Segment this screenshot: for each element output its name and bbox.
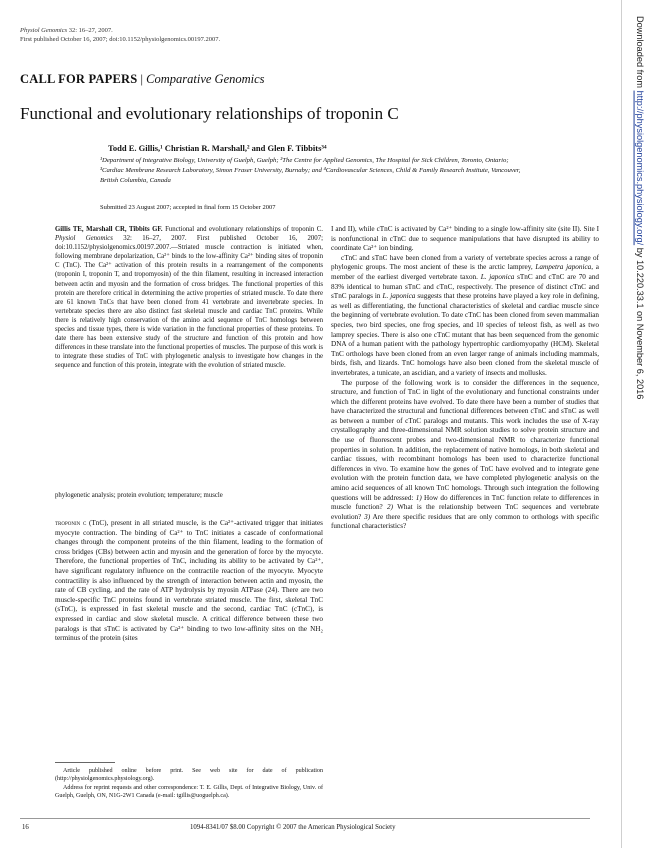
issn-copyright: 1094-8341/07 $8.00 Copyright © 2007 the American Physiological Society bbox=[190, 824, 396, 831]
page-number: 16 bbox=[22, 824, 29, 831]
footer-divider bbox=[20, 818, 590, 819]
intro-left-column bbox=[55, 519, 323, 644]
download-notice bbox=[629, 16, 645, 836]
section-heading bbox=[20, 72, 265, 87]
species-name: L. japonica bbox=[480, 272, 515, 281]
section-label: CALL FOR PAPERS bbox=[20, 72, 138, 86]
author-list: Todd E. Gillis,¹ Christian R. Marshall,² and Glen F. Tibbits³⁴ bbox=[108, 143, 327, 153]
species-name: Lampetra japonica bbox=[535, 263, 592, 272]
abstract-title: Functional and evolutionary relationships of troponin C. bbox=[162, 226, 324, 233]
footnote-online: Article published online before print. See web site for date of publication (http://physiolgenomics.physiology.org). bbox=[55, 768, 323, 783]
download-link[interactable]: http://physiolgenomics.physiology.org/ bbox=[635, 90, 645, 246]
submission-dates: Submitted 23 August 2007; accepted in final form 15 October 2007 bbox=[100, 204, 276, 211]
lead-in: troponin c bbox=[55, 519, 87, 527]
journal-volume: 32: 16–27, 2007. bbox=[67, 27, 113, 34]
journal-name: Physiol Genomics bbox=[20, 27, 68, 34]
paragraph-2: cTnC and sTnC have been cloned from a variety of vertebrate species across a range of phylogenic groups. The most ancient of these is the arctic lamprey, Lampetra japonica, a member of the earliest diverged vertebrate taxon. L. japonica sTnC and cTnC are 70 and 83% identical to human sTnC and cTnC, respectively. The presence of distinct cTnC and sTnC paralogs in L. japonica suggests that these proteins have played a key role in defining, as well as differentiating, the functional characteristics of skeletal and cardiac muscle since the beginning of vertebrate evolution. To date cTnC has been cloned from seven mammalian species, two bird species, one frog species, and 10 species of teleost fish, as well as two lamprey species. There is also one cTnC mutant that has been sequenced from the genomic DNA of a human patient with the pathology hypertrophic cardiomyopathy (HCM). Skeletal TnC orthologs have been cloned from an even larger range of animals including mammals, birds, fish, and lizards. TnC homologs have also been cloned from the skeletal muscle of invertebrates, a tunicate, an ascidian, and a variety of insects and mollusks. bbox=[331, 253, 600, 377]
question-number: 1) bbox=[415, 493, 422, 502]
article-title: Functional and evolutionary relationships of troponin C bbox=[20, 104, 399, 123]
abstract-journal: Physiol Genomics bbox=[55, 235, 113, 243]
journal-citation bbox=[20, 27, 113, 35]
intro-right-column bbox=[331, 225, 599, 532]
question-number: 2) bbox=[387, 503, 393, 512]
publication-info: First published October 16, 2007; doi:10.1152/physiolgenomics.00197.2007. bbox=[20, 36, 221, 43]
section-topic: Comparative Genomics bbox=[146, 72, 265, 86]
affiliations: ¹Department of Integrative Biology, University of Guelph, Guelph; ²The Centre for Applied Genomics, The Hospital for Sick Children, Toronto, Ontario; ³Cardiac Membrane Research Laboratory, Simon Fraser University, Burnaby; and ⁴Cardiovascular Sciences, Child & Family Research Institute, Vancouver, British Columbia, Canada bbox=[100, 157, 521, 184]
abstract-text: 32: 16–27, 2007. First published October 16, 2007; doi:10.1152/physiolgenomics.00197.2007.—Striated muscle contraction is initiated when, following membrane depolarization, Ca²⁺ binds to the low-affinity Ca²⁺ binding sites of troponin C (TnC). The Ca²⁺ activation of this protein results in a rearrangement of the components (troponin I, troponin T, and tropomyosin) of the thin filament, resulting in increased interaction between actin and myosin and the formation of cross bridges. The functional properties of this protein are therefore critical in determining the active properties of striated muscle. To date there are 61 known TnCs that have been cloned from 41 vertebrate and invertebrate species. In vertebrate species there are also distinct fast skeletal muscle and cardiac TnC proteins. While there is relatively high conservation of the amino acid sequence of TnC homologs between species and tissue types, there is wide variation in the functional properties of these proteins. To date there has been extensive study of the structure and function of this protein and how differences in these translate into the functional properties of muscles. The purpose of this work is to integrate these studies of TnC with phylogenetic analysis to investigate how changes in the sequence and function of this protein, integrate with the evolution of striated muscle. bbox=[55, 235, 323, 370]
section-separator: | bbox=[137, 72, 147, 86]
footnotes bbox=[55, 767, 323, 801]
footnote-divider bbox=[55, 762, 115, 763]
intro-text: (TnC), present in all striated muscle, is the Ca²⁺-activated trigger that initiates myocyte contraction. The binding of Ca²⁺ to TnC initiates a cascade of conformational changes through the component proteins of the thin filament, leading to the formation of cross bridges (CBs) between actin and myosin and the generation of force by the myocyte. Therefore, the functional properties of TnC, including its ability to be activated by Ca²⁺, have significant regulatory influence on the contractile reaction of the myocyte. Myocyte contractility is also influenced by the strength of interaction between actin and myosin, the rate of CB cycling, and the rate of ATP hydrolysis by myosin ATPase (24). There are two muscle-specific TnC proteins found in vertebrate striated muscle. The first, skeletal TnC (sTnC), is expressed in fast skeletal muscle and the second, cardiac TnC (cTnC), is expressed in cardiac and slow skeletal muscle. A critical difference between these two paralogs is that sTnC is activated by Ca²⁺ binding to two low-affinity sites on the NH₂ terminus of the protein (sites bbox=[55, 519, 323, 643]
download-prefix: Downloaded from bbox=[635, 16, 645, 91]
footnote-correspondence: Address for reprint requests and other correspondence: T. E. Gillis, Dept. of Integrative Biology, Univ. of Guelph, Guelph, ON, N1G-2W1 Canada (e-mail: tgillis@uoguelph.ca). bbox=[55, 784, 323, 800]
species-name: L. japonica bbox=[382, 292, 416, 301]
keywords: phylogenetic analysis; protein evolution; temperature; muscle bbox=[55, 492, 223, 499]
paragraph-1: I and II), while cTnC is activated by Ca²⁺ binding to a single low-affinity site (site II). Site I is nonfunctional in cTnC due to sequence manipulations that have disrupted its ability to coordinate Ca²⁺ ion binding. bbox=[331, 225, 599, 253]
paragraph-3: The purpose of the following work is to consider the differences in the sequence, structure, and function of TnC in light of the evolutionary and functional constraints under which the different proteins have evolved. To date there have been a number of studies that have characterized the structural and functional differences between cTnC and sTnC as well as between a number of cTnC paralogs and mutants. This work includes the use of X-ray crystallography and three-dimensional NMR solution studies to solve protein structure and the use of fluorescent probes and two-dimensional NMR to characterize functional properties in solution. In addition, the replacement of native homologs, in both skeletal and cardiac tissues, with recombinant homologs has been used to characterize functional differences in vivo. To examine how the genes of TnC have evolved and to integrate gene evolution with the protein function data, we have completed phylogenetic analysis on the amino acid sequences of all known TnC homologs. Through such integration the following questions will be addressed: 1) How do differences in TnC function relate to differences in muscle function? 2) What is the relationship between TnC sequences and vertebrate evolution? 3) Are there specific residues that are only common to orthologs with specific functional characteristics? bbox=[331, 378, 600, 531]
abstract-authors: Gillis TE, Marshall CR, Tibbits GF. bbox=[55, 226, 163, 233]
question-number: 3) bbox=[364, 512, 371, 521]
download-suffix: by 10.220.33.1 on November 6, 2016 bbox=[635, 245, 645, 400]
abstract bbox=[55, 225, 323, 371]
